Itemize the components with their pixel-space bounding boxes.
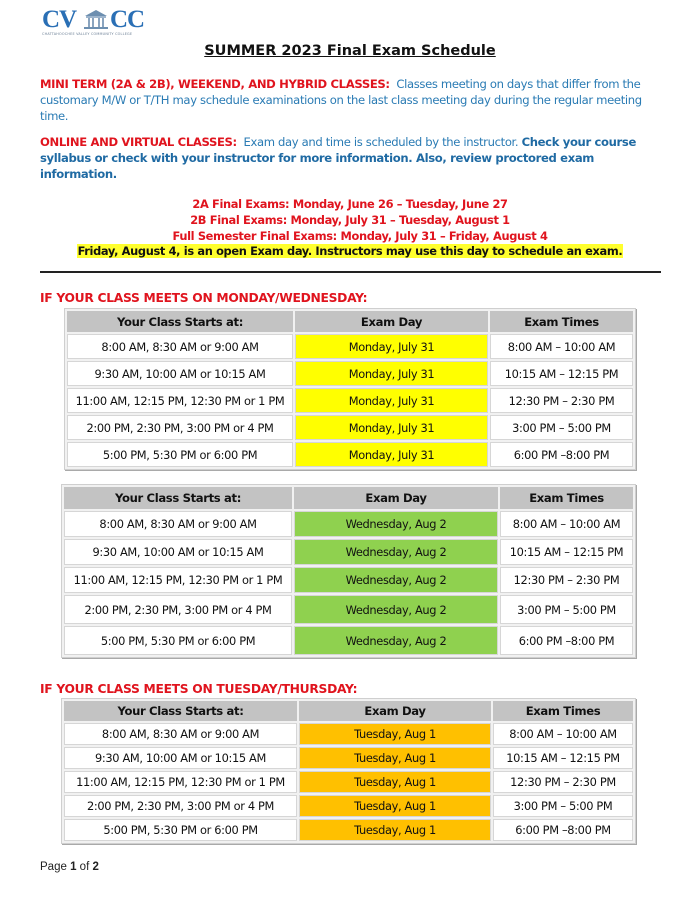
class-start-cell: 2:00 PM, 2:30 PM, 3:00 PM or 4 PM <box>64 595 292 624</box>
class-start-cell: 11:00 AM, 12:15 PM, 12:30 PM or 1 PM <box>64 567 292 593</box>
class-start-cell: 9:30 AM, 10:00 AM or 10:15 AM <box>64 539 292 565</box>
logo-text-right: CC <box>110 6 145 33</box>
table-row <box>67 442 633 467</box>
exam-time-cell: 8:00 AM – 10:00 AM <box>490 334 633 359</box>
tuesday-thursday-heading: IF YOUR CLASS MEETS ON TUESDAY/THURSDAY: <box>40 682 358 696</box>
table-header-row <box>64 487 633 509</box>
exam-time-cell: 12:30 PM – 2:30 PM <box>500 567 633 593</box>
logo-text-left: CV <box>42 6 77 33</box>
class-start-cell: 5:00 PM, 5:30 PM or 6:00 PM <box>67 442 293 467</box>
exam-dates-2a: 2A Final Exams: Monday, June 26 – Tuesday, June 27 <box>192 197 508 211</box>
college-logo <box>42 8 154 38</box>
table-header-row <box>67 311 633 332</box>
exam-day-cell: Wednesday, Aug 2 <box>294 539 498 565</box>
exam-time-cell: 3:00 PM – 5:00 PM <box>490 415 633 440</box>
table-row <box>64 567 633 593</box>
exam-day-cell: Monday, July 31 <box>295 415 488 440</box>
exam-time-cell: 6:00 PM –8:00 PM <box>490 442 633 467</box>
exam-day-cell: Tuesday, Aug 1 <box>299 795 491 817</box>
exam-day-cell: Wednesday, Aug 2 <box>294 595 498 624</box>
exam-time-cell: 8:00 AM – 10:00 AM <box>500 511 633 537</box>
monday-wednesday-heading: IF YOUR CLASS MEETS ON MONDAY/WEDNESDAY: <box>40 291 368 305</box>
online-bold-text: Check your course syllabus or check with your instructor for more information. Also, review proctored exam information. <box>40 135 636 181</box>
building-icon <box>82 9 110 30</box>
exam-day-cell: Monday, July 31 <box>295 361 488 386</box>
exam-time-cell: 10:15 AM – 12:15 PM <box>490 361 633 386</box>
page-word: Page <box>40 861 67 873</box>
table-row <box>64 595 633 624</box>
mini-term-text: Classes meeting on days that differ from the customary M/W or T/TH may schedule examinations on the last class meeting day during the regular meeting time. <box>40 77 642 123</box>
open-exam-day-notice <box>0 243 700 260</box>
table-row <box>64 539 633 565</box>
exam-day-cell: Monday, July 31 <box>295 334 488 359</box>
exam-day-cell: Tuesday, Aug 1 <box>299 723 491 745</box>
class-start-cell: 5:00 PM, 5:30 PM or 6:00 PM <box>64 819 297 841</box>
class-start-cell: 2:00 PM, 2:30 PM, 3:00 PM or 4 PM <box>67 415 293 440</box>
exam-time-cell: 10:15 AM – 12:15 PM <box>500 539 633 565</box>
exam-day-cell: Wednesday, Aug 2 <box>294 567 498 593</box>
online-text: Exam day and time is scheduled by the instructor. <box>243 135 519 149</box>
table-row <box>64 511 633 537</box>
exam-time-cell: 3:00 PM – 5:00 PM <box>493 795 633 817</box>
table-row <box>67 334 633 359</box>
class-start-cell: 8:00 AM, 8:30 AM or 9:00 AM <box>67 334 293 359</box>
open-exam-day-highlight: Friday, August 4, is an open Exam day. Instructors may use this day to schedule an exam. <box>77 244 623 258</box>
logo-subtitle: CHATTAHOOCHEE VALLEY COMMUNITY COLLEGE <box>42 32 133 36</box>
header-class-starts: Your Class Starts at: <box>64 487 292 509</box>
current-page: 1 <box>70 861 77 873</box>
class-start-cell: 9:30 AM, 10:00 AM or 10:15 AM <box>64 747 297 769</box>
exam-day-cell: Monday, July 31 <box>295 442 488 467</box>
exam-day-cell: Monday, July 31 <box>295 388 488 413</box>
mini-term-heading: MINI TERM (2A & 2B), WEEKEND, AND HYBRID CLASSES: <box>40 77 390 91</box>
total-pages: 2 <box>92 861 99 873</box>
class-start-cell: 2:00 PM, 2:30 PM, 3:00 PM or 4 PM <box>64 795 297 817</box>
exam-time-cell: 12:30 PM – 2:30 PM <box>490 388 633 413</box>
header-class-starts: Your Class Starts at: <box>64 701 297 721</box>
table-row <box>67 388 633 413</box>
exam-dates-full-semester: Full Semester Final Exams: Monday, July 31 – Friday, August 4 <box>172 229 548 243</box>
exam-dates-2b: 2B Final Exams: Monday, July 31 – Tuesday, August 1 <box>190 213 510 227</box>
exam-day-cell: Tuesday, Aug 1 <box>299 747 491 769</box>
header-exam-times: Exam Times <box>500 487 633 509</box>
monday-exam-table <box>64 308 636 470</box>
exam-time-cell: 12:30 PM – 2:30 PM <box>493 771 633 793</box>
class-start-cell: 5:00 PM, 5:30 PM or 6:00 PM <box>64 626 292 655</box>
header-exam-times: Exam Times <box>490 311 633 332</box>
table-row <box>64 626 633 655</box>
table-row <box>64 771 633 793</box>
exam-day-cell: Wednesday, Aug 2 <box>294 511 498 537</box>
tuesday-exam-table <box>61 698 636 844</box>
of-word: of <box>79 861 90 873</box>
page-number <box>40 861 99 873</box>
class-start-cell: 11:00 AM, 12:15 PM, 12:30 PM or 1 PM <box>67 388 293 413</box>
table-row <box>64 795 633 817</box>
online-notice <box>40 134 665 182</box>
header-exam-day: Exam Day <box>295 311 488 332</box>
table-row <box>67 415 633 440</box>
table-header-row <box>64 701 633 721</box>
table-row <box>64 819 633 841</box>
exam-time-cell: 6:00 PM –8:00 PM <box>493 819 633 841</box>
mini-term-notice <box>40 76 665 124</box>
header-exam-times: Exam Times <box>493 701 633 721</box>
table-row <box>64 723 633 745</box>
exam-day-cell: Tuesday, Aug 1 <box>299 771 491 793</box>
table-row <box>67 361 633 386</box>
class-start-cell: 11:00 AM, 12:15 PM, 12:30 PM or 1 PM <box>64 771 297 793</box>
class-start-cell: 8:00 AM, 8:30 AM or 9:00 AM <box>64 723 297 745</box>
exam-time-cell: 10:15 AM – 12:15 PM <box>493 747 633 769</box>
online-heading: ONLINE AND VIRTUAL CLASSES: <box>40 135 237 149</box>
wednesday-exam-table <box>61 484 636 658</box>
exam-time-cell: 6:00 PM –8:00 PM <box>500 626 633 655</box>
exam-time-cell: 8:00 AM – 10:00 AM <box>493 723 633 745</box>
class-start-cell: 9:30 AM, 10:00 AM or 10:15 AM <box>67 361 293 386</box>
class-start-cell: 8:00 AM, 8:30 AM or 9:00 AM <box>64 511 292 537</box>
page-title: SUMMER 2023 Final Exam Schedule <box>204 43 496 59</box>
header-exam-day: Exam Day <box>294 487 498 509</box>
table-row <box>64 747 633 769</box>
exam-day-cell: Tuesday, Aug 1 <box>299 819 491 841</box>
exam-time-cell: 3:00 PM – 5:00 PM <box>500 595 633 624</box>
header-exam-day: Exam Day <box>299 701 491 721</box>
section-divider <box>40 271 661 273</box>
exam-day-cell: Wednesday, Aug 2 <box>294 626 498 655</box>
header-class-starts: Your Class Starts at: <box>67 311 293 332</box>
